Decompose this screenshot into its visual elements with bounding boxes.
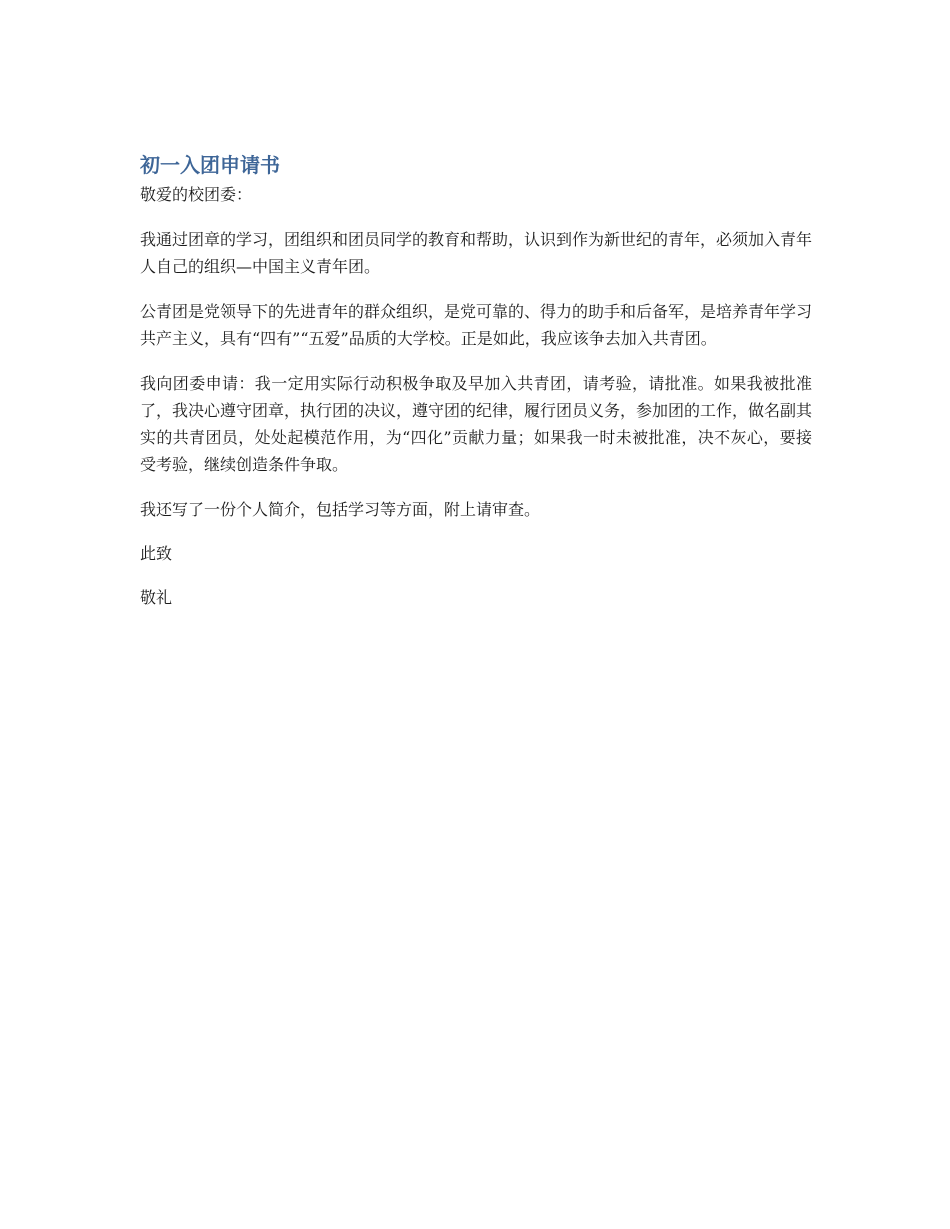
document-title: 初一入团申请书 [140, 153, 280, 177]
salutation: 敬爱的校团委： [140, 185, 253, 204]
paragraph-2: 公青团是党领导下的先进青年的群众组织，是党可靠的、得力的助手和后备军，是培养青年学习共产主义，具有“四有”“五爱”品质的大学校。正是如此，我应该争去加入共青团。 [140, 302, 813, 348]
paragraph-4: 我还写了一份个人简介，包括学习等方面，附上请审查。 [140, 500, 541, 519]
closing-regards: 敬礼 [140, 588, 173, 607]
closing-line: 此致 [140, 544, 173, 563]
paragraph-3: 我向团委申请：我一定用实际行动积极争取及早加入共青团，请考验，请批准。如果我被批准了，我决心遵守团章，执行团的决议，遵守团的纪律，履行团员义务，参加团的工作，做名副其实的共青团员，处处起模范作用，为“四化”贡献力量；如果我一时未被批准，决不灰心，要接受考验，继续创造条件争取。 [140, 374, 813, 474]
document-body [140, 150, 812, 611]
paragraph-1: 我通过团章的学习，团组织和团员同学的教育和帮助，认识到作为新世纪的青年，必须加入青年人自己的组织—中国主义青年团。 [140, 230, 813, 276]
